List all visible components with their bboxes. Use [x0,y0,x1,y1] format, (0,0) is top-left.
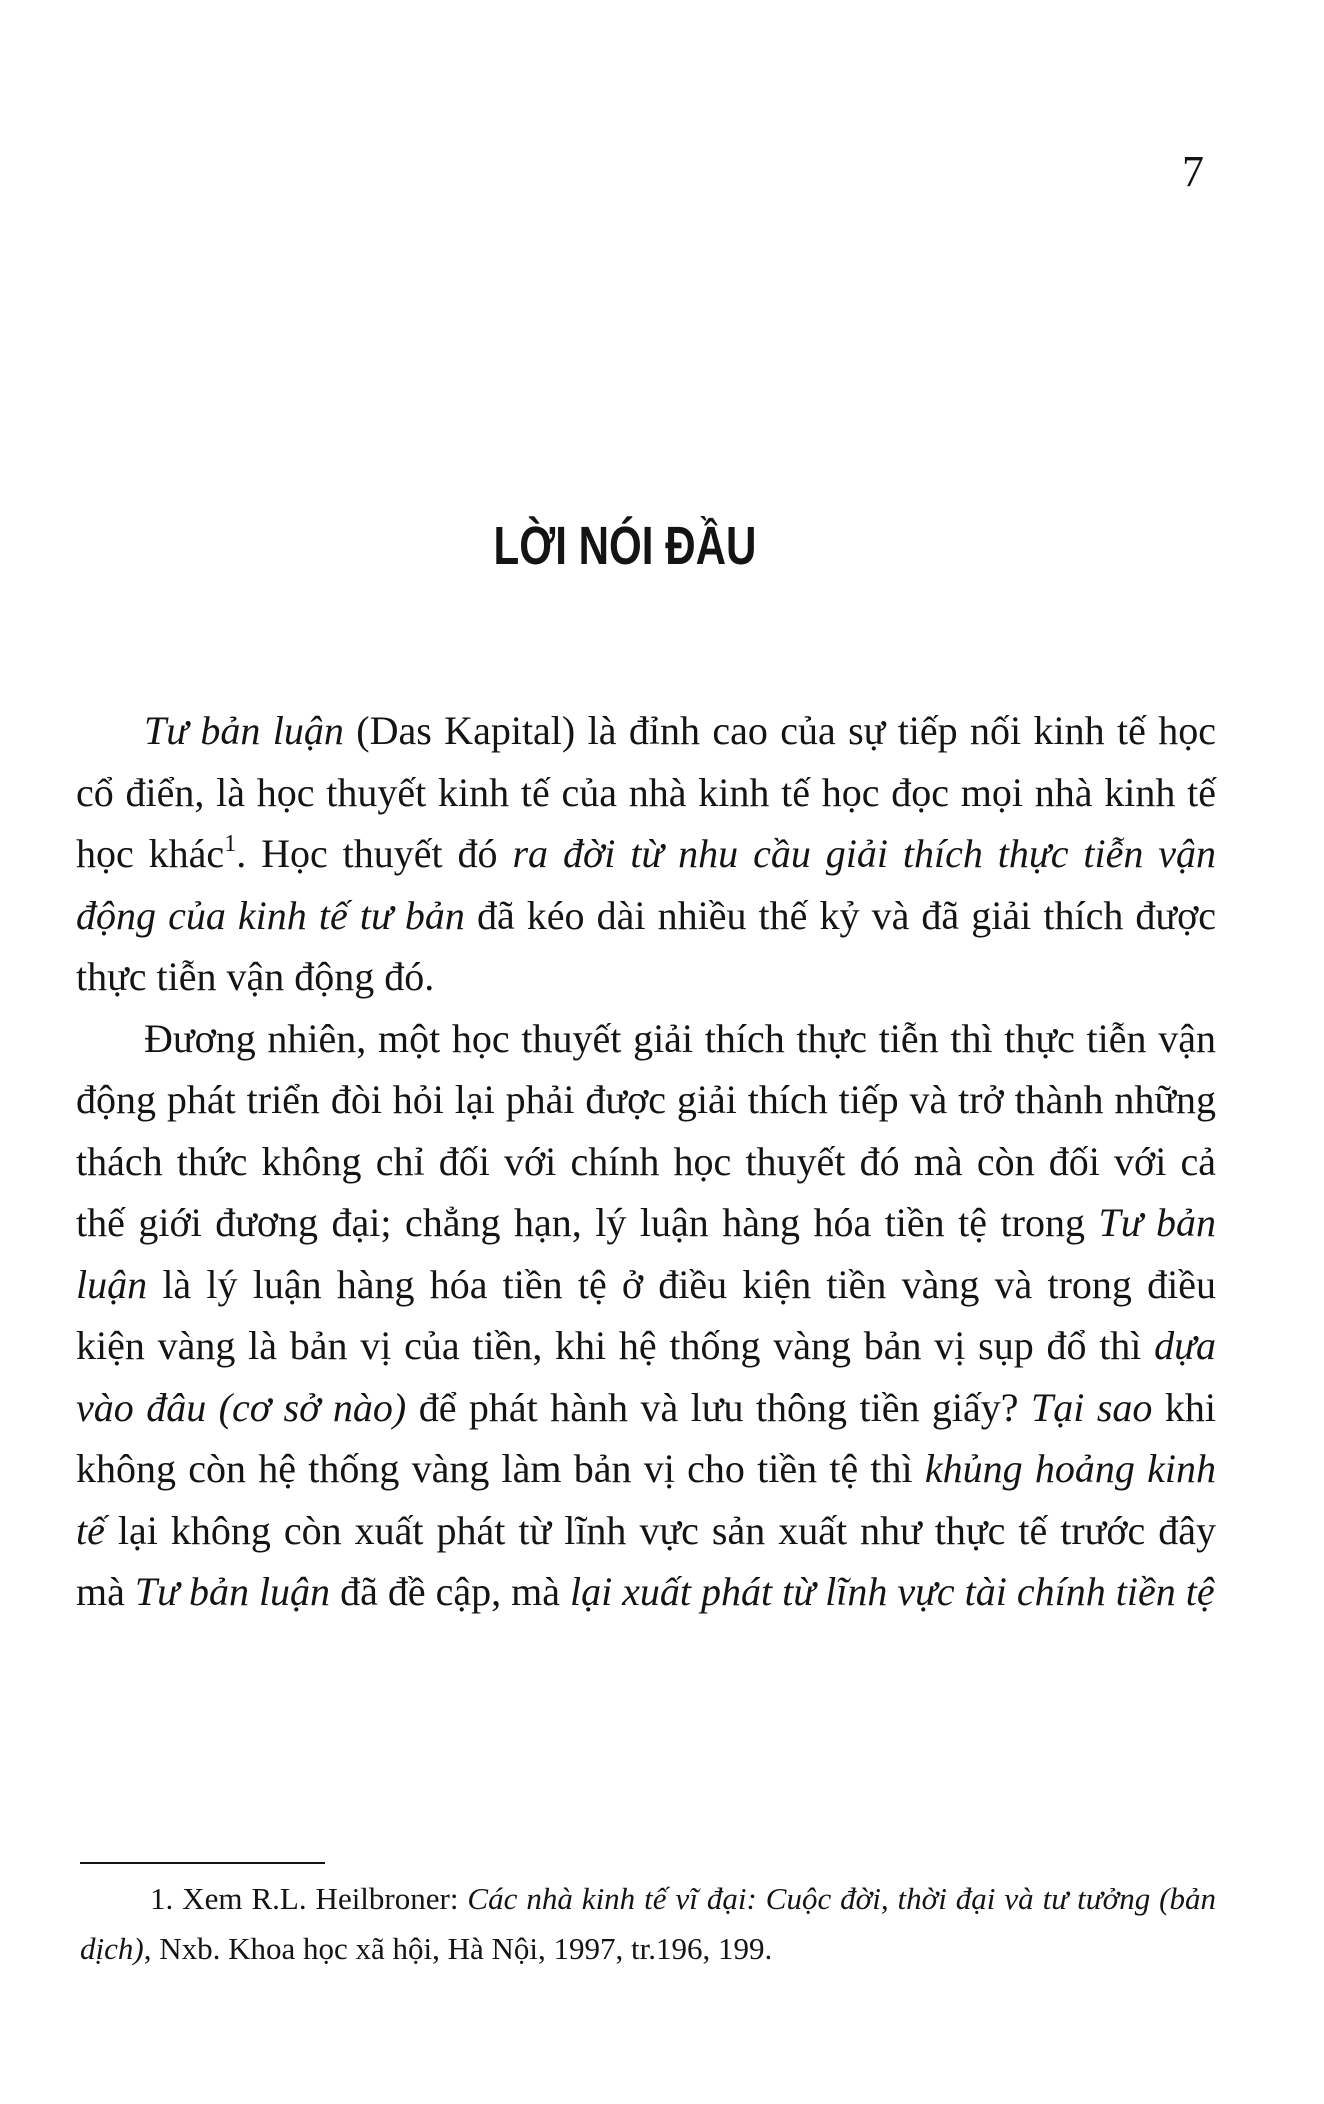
paragraph-1 [76,700,1216,1008]
text-run: (Das Kapital) là đỉnh cao của sự tiếp nối kinh tế học cổ điển, là học thuyết kinh tế của nhà kinh tế học đọc mọi nhà kinh tế học khác [76,708,1216,876]
text-run: . Học thuyết đó [236,831,513,876]
footnote-reference[interactable]: 1 [224,831,237,857]
footnote [80,1874,1216,1974]
italic-phrase: lại xuất phát từ lĩnh vực tài chính tiền tệ [569,1569,1215,1614]
text-run: khi không còn hệ thống vàng làm bản vị cho tiền tệ thì [76,1384,1216,1491]
italic-phrase: Tư bản luận [144,708,344,753]
italic-phrase: Tại sao [1031,1384,1153,1430]
footnote-text [80,1874,1216,1974]
paragraph-2 [76,1008,1216,1623]
footnote-divider [80,1862,325,1864]
body-text [76,700,1216,1623]
italic-phrase: Tư bản luận [134,1569,331,1614]
text-run: đã đề cập, mà [330,1569,570,1614]
page-number: 7 [1182,147,1204,196]
text-run: để phát hành và lưu thông tiền giấy? [406,1384,1032,1430]
italic-phrase: Các nhà kinh tế vĩ đại: Cuộc đời, thời đại và tư tưởng (bản dịch) [80,1881,1216,1966]
text-run: là lý luận hàng hóa tiền tệ ở điều kiện tiền vàng và trong điều kiện vàng là bản vị của tiền, khi hệ thống vàng bản vị sụp đổ thì [76,1261,1216,1368]
italic-phrase: ra đời từ nhu cầu giải thích thực tiễn vận động của kinh tế tư bản [76,831,1217,938]
text-run: 1. Xem R.L. Heilbroner: [150,1881,468,1916]
italic-phrase: dựa vào đâu (cơ sở nào) [76,1323,1216,1430]
text-run: lại không còn xuất phát từ lĩnh vực sản xuất như thực tế trước đây mà [76,1507,1216,1614]
text-run: Đương nhiên, một học thuyết giải thích thực tiễn thì thực tiễn vận động phát triển đòi hỏi lại phải được giải thích tiếp và trở thành những thách thức không chỉ đối với chính học thuyết đó mà còn đối với cả thế giới đương đại; chẳng hạn, lý luận hàng hóa tiền tệ trong [76,1015,1216,1245]
italic-phrase: khủng hoảng kinh tế [76,1446,1216,1553]
page-title: LỜI NÓI ĐẦU [493,516,757,576]
text-run: đã kéo dài nhiều thế kỷ và đã giải thích được thực tiễn vận động đó. [76,892,1216,999]
text-run: , Nxb. Khoa học xã hội, Hà Nội, 1997, tr.196, 199. [143,1931,773,1966]
italic-phrase: Tư bản luận [76,1200,1217,1307]
